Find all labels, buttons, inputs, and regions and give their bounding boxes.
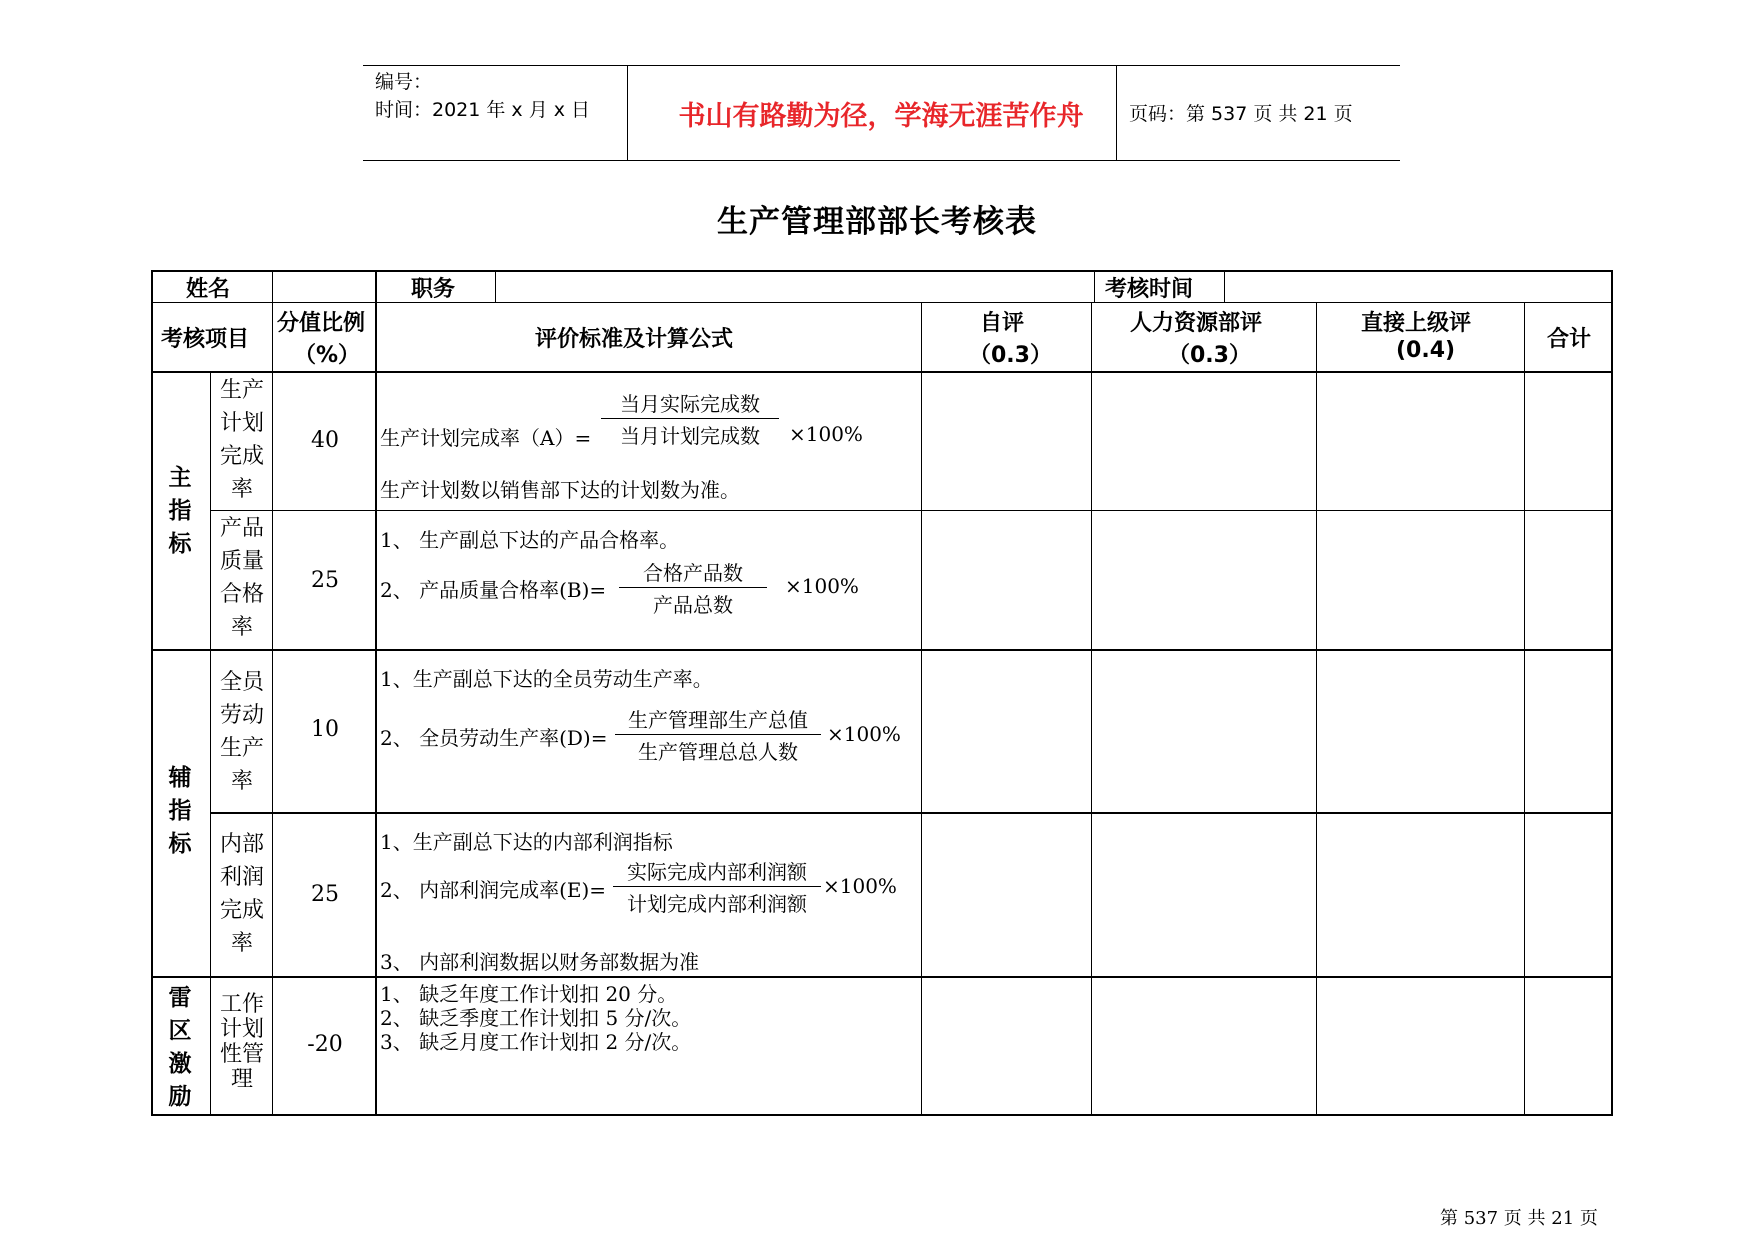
formula-fraction bbox=[613, 856, 821, 917]
criteria-note: 生产计划数以销售部下达的计划数为准。 bbox=[380, 478, 740, 502]
criteria-line: 2、 缺乏季度工作计划扣 5 分/次。 bbox=[380, 1006, 692, 1030]
row-line bbox=[210, 812, 1613, 814]
col-supervisor-weight: (0.4) bbox=[1396, 338, 1456, 363]
position-label: 职务 bbox=[411, 277, 456, 302]
header-divider bbox=[1116, 66, 1117, 160]
header-page-info: 页码：第 537 页 共 21 页 bbox=[1129, 103, 1353, 125]
formula-numerator: 合格产品数 bbox=[643, 561, 743, 585]
criteria-line: 3、 缺乏月度工作计划扣 2 分/次。 bbox=[380, 1030, 692, 1054]
col-line bbox=[210, 371, 211, 1116]
col-hr-weight: （0.3） bbox=[1168, 343, 1251, 368]
formula-suffix: ×100% bbox=[823, 874, 897, 898]
fraction-bar bbox=[615, 734, 821, 735]
name-label: 姓名 bbox=[186, 277, 231, 302]
fraction-bar bbox=[601, 418, 779, 419]
table-border bbox=[151, 270, 1613, 272]
col-weight-unit: （%） bbox=[294, 343, 361, 368]
formula-fraction bbox=[619, 557, 767, 618]
row-line bbox=[151, 302, 1613, 303]
formula-prefix: 2、 全员劳动生产率(D)= bbox=[380, 726, 608, 750]
formula-suffix: ×100% bbox=[785, 574, 859, 598]
document-header bbox=[363, 65, 1400, 161]
formula-prefix: 2、 内部利润完成率(E)= bbox=[380, 878, 607, 902]
criteria-line: 1、生产副总下达的全员劳动生产率。 bbox=[380, 667, 713, 691]
item-score: -20 bbox=[307, 1032, 343, 1057]
item-score: 40 bbox=[311, 428, 339, 453]
item-score: 25 bbox=[311, 882, 339, 907]
group-main-label: 主指标 bbox=[168, 465, 192, 557]
col-line bbox=[375, 270, 377, 1116]
col-supervisor-header: 直接上级评 bbox=[1361, 311, 1472, 336]
date-label: 时间：2021 年 x 月 x 日 bbox=[375, 99, 591, 121]
group-mine-label: 雷区激励 bbox=[168, 985, 192, 1110]
fraction-bar bbox=[613, 886, 821, 887]
header-divider bbox=[627, 66, 628, 160]
row-line bbox=[210, 510, 1613, 511]
header-meta bbox=[375, 66, 625, 160]
assessment-time-label: 考核时间 bbox=[1105, 277, 1194, 302]
item-label: 内部利润完成率 bbox=[219, 832, 264, 956]
assessment-table bbox=[151, 270, 1613, 1116]
document-title: 生产管理部部长考核表 bbox=[717, 204, 1037, 240]
item-label: 产品质量合格率 bbox=[219, 516, 264, 640]
col-line bbox=[1091, 302, 1092, 1116]
col-criteria-header: 评价标准及计算公式 bbox=[535, 327, 734, 352]
col-self-weight: （0.3） bbox=[969, 343, 1052, 368]
header-motto: 书山有路勤为径，学海无涯苦作舟 bbox=[678, 101, 1084, 132]
item-score: 10 bbox=[311, 717, 339, 742]
item-score: 25 bbox=[311, 568, 339, 593]
criteria-line: 1、生产副总下达的内部利润指标 bbox=[380, 830, 673, 854]
col-item-header: 考核项目 bbox=[161, 327, 250, 352]
formula-numerator: 实际完成内部利润额 bbox=[627, 860, 807, 884]
formula-fraction bbox=[615, 704, 821, 765]
col-weight-header: 分值比例 bbox=[277, 311, 366, 336]
number-label: 编号： bbox=[375, 71, 433, 93]
page-footer: 第 537 页 共 21 页 bbox=[1440, 1208, 1598, 1229]
col-line bbox=[1316, 302, 1317, 1116]
group-aux-label: 辅指标 bbox=[168, 765, 192, 857]
table-border bbox=[151, 270, 153, 1116]
col-line bbox=[272, 270, 273, 302]
item-label: 工作计划性管理 bbox=[219, 992, 264, 1092]
criteria-line: 3、 内部利润数据以财务部数据为准 bbox=[380, 950, 700, 974]
col-line bbox=[1524, 302, 1525, 1116]
row-line bbox=[151, 976, 1613, 978]
row-line bbox=[151, 649, 1613, 651]
col-total-header: 合计 bbox=[1547, 327, 1592, 352]
formula-denominator: 计划完成内部利润额 bbox=[627, 892, 807, 916]
criteria-line: 1、 缺乏年度工作计划扣 20 分。 bbox=[380, 982, 678, 1006]
fraction-bar bbox=[619, 587, 767, 588]
item-label: 生产计划完成率 bbox=[219, 378, 264, 502]
formula-fraction bbox=[601, 388, 779, 449]
col-self-header: 自评 bbox=[980, 311, 1025, 336]
formula-denominator: 生产管理总总人数 bbox=[638, 740, 798, 764]
formula-suffix: ×100% bbox=[789, 422, 863, 446]
col-line bbox=[1224, 270, 1225, 302]
formula-numerator: 生产管理部生产总值 bbox=[628, 708, 808, 732]
formula-prefix: 生产计划完成率（A）= bbox=[380, 426, 592, 450]
table-border bbox=[1611, 270, 1613, 1116]
formula-numerator: 当月实际完成数 bbox=[620, 392, 760, 416]
formula-prefix: 2、 产品质量合格率(B)= bbox=[380, 578, 607, 602]
col-line bbox=[495, 270, 496, 302]
col-line bbox=[272, 302, 273, 1116]
col-line bbox=[1094, 270, 1095, 302]
formula-denominator: 产品总数 bbox=[653, 593, 733, 617]
col-hr-header: 人力资源部评 bbox=[1130, 311, 1263, 336]
row-line bbox=[151, 371, 1613, 373]
table-border bbox=[151, 1114, 1613, 1116]
col-line bbox=[921, 302, 922, 1116]
formula-suffix: ×100% bbox=[827, 722, 901, 746]
criteria-line: 1、 生产副总下达的产品合格率。 bbox=[380, 528, 680, 552]
item-label: 全员劳动生产率 bbox=[219, 670, 264, 794]
formula-denominator: 当月计划完成数 bbox=[620, 424, 760, 448]
